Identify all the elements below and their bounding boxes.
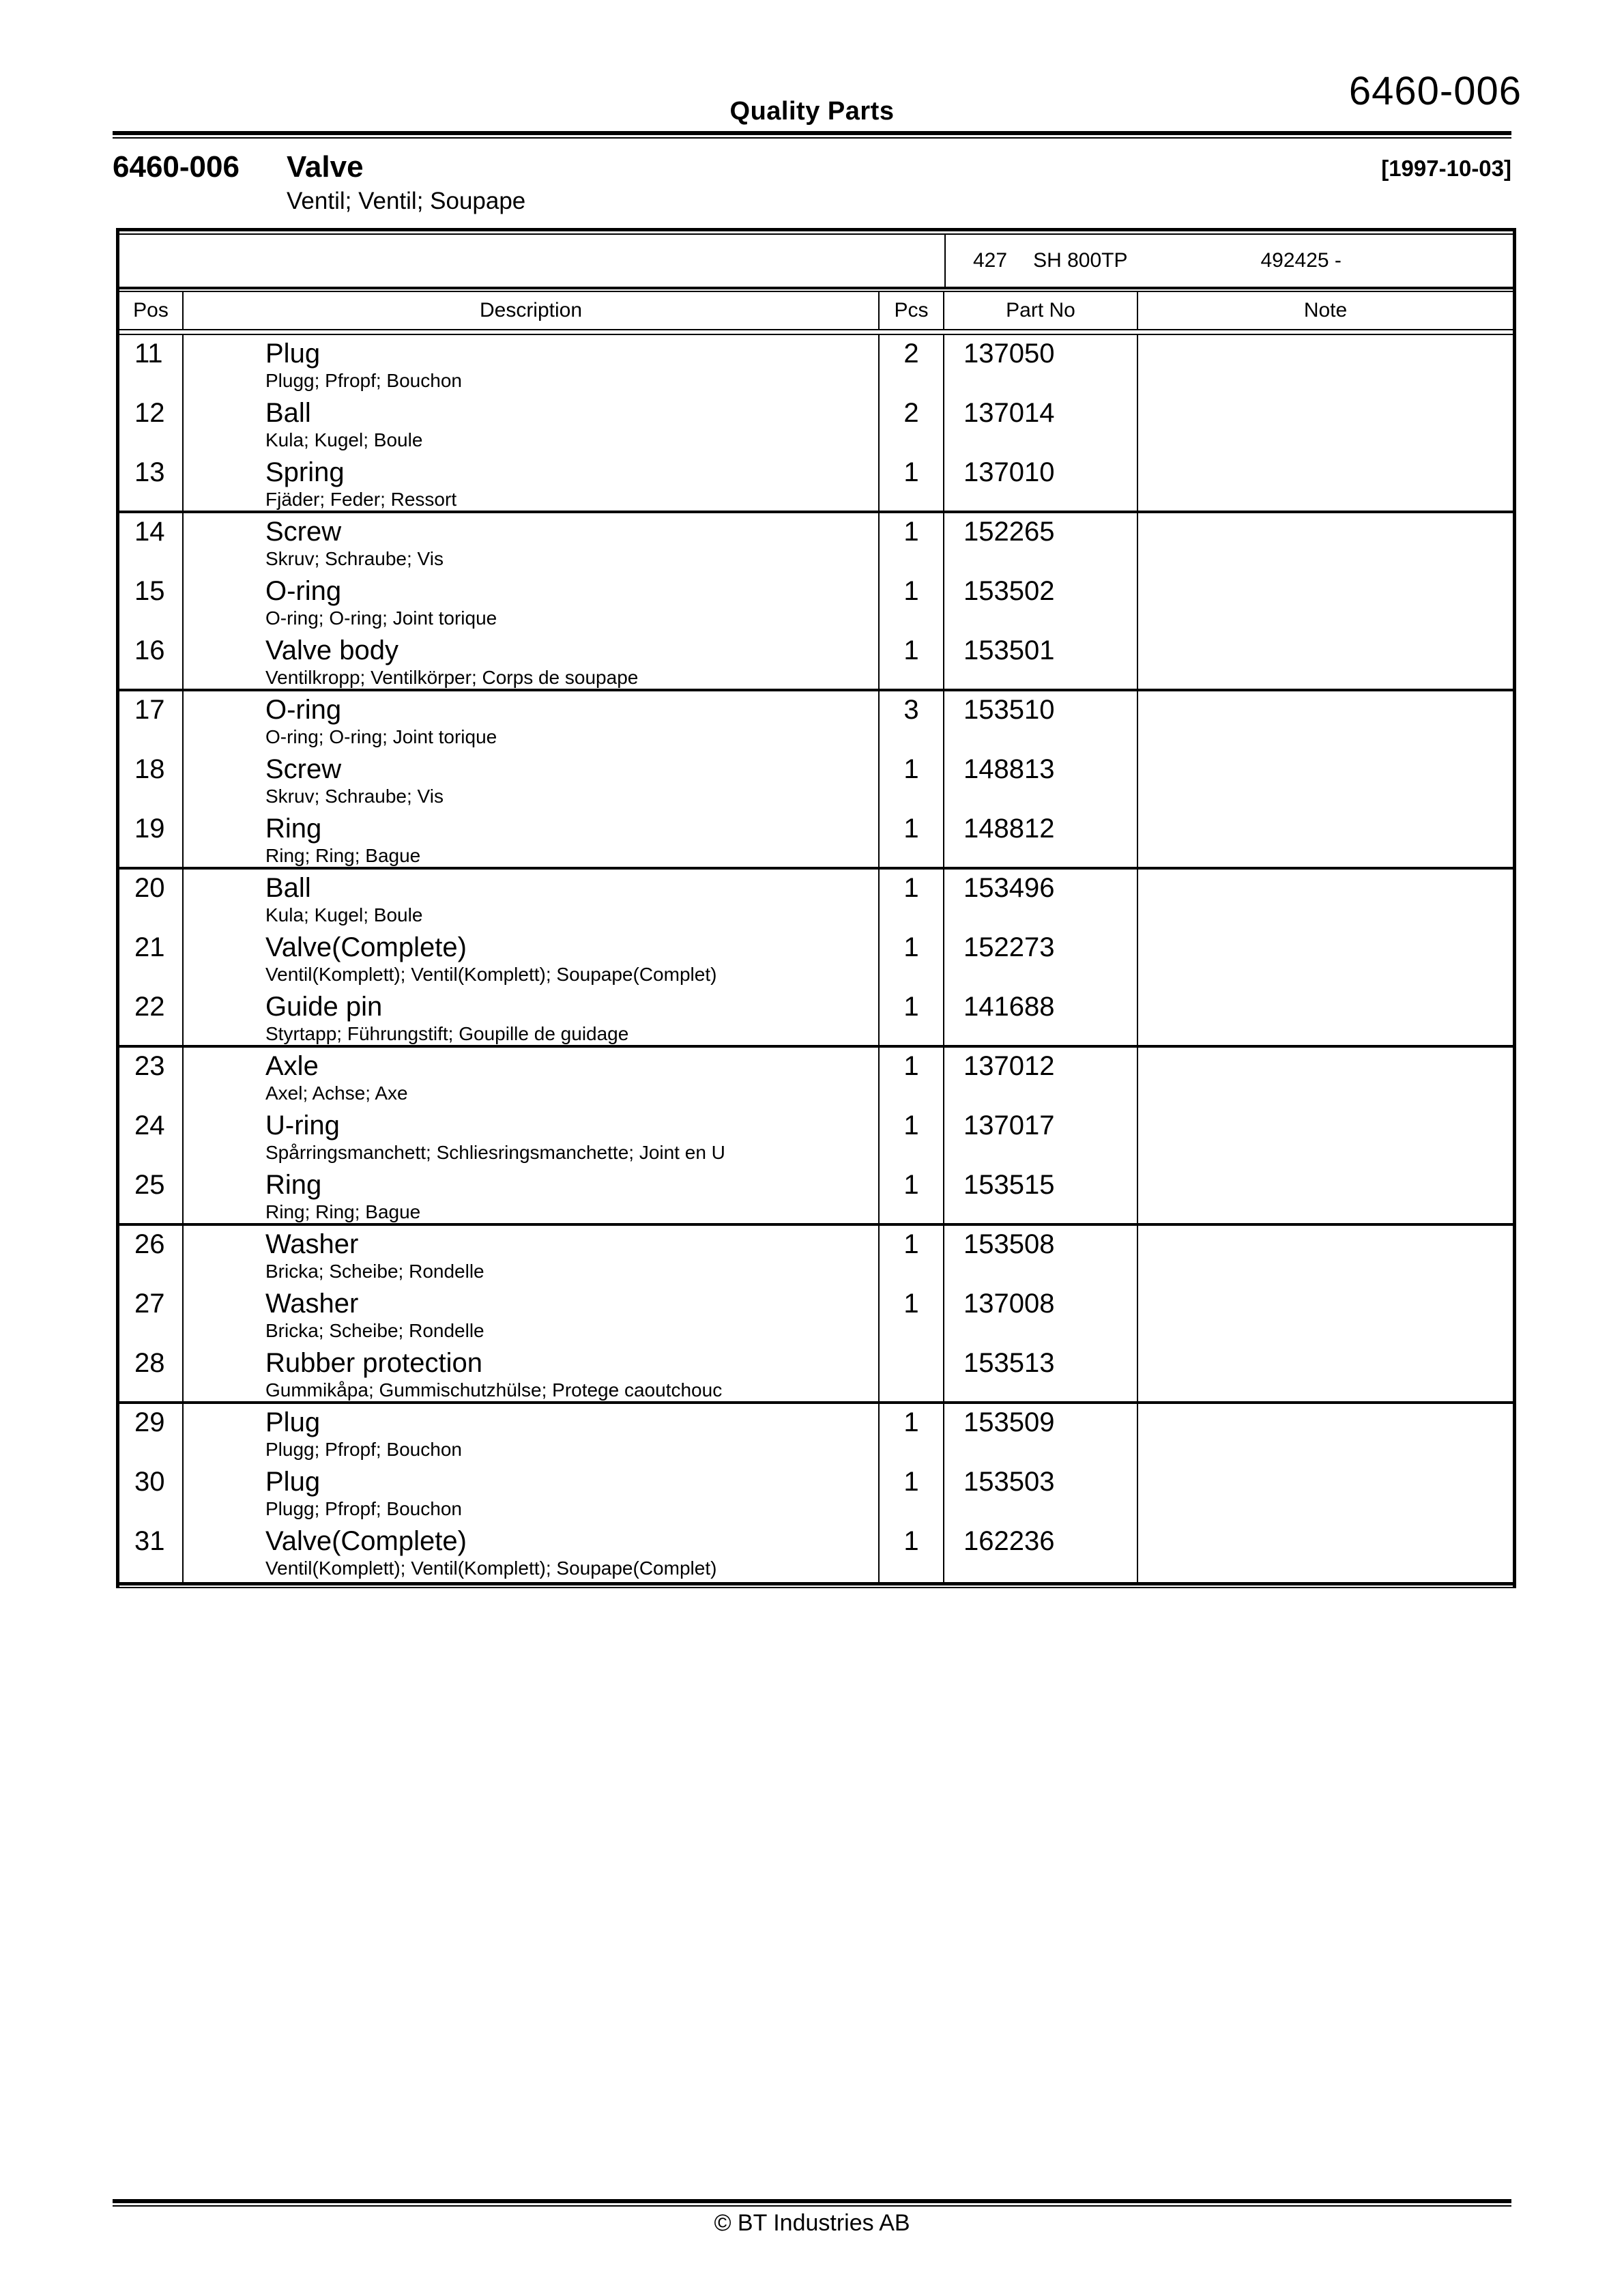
table-row — [119, 929, 1513, 988]
row-pcs: 2 — [878, 394, 943, 454]
row-part-no: 152265 — [943, 513, 1137, 573]
row-note — [1137, 929, 1513, 988]
document-number: 6460-006 — [1348, 69, 1522, 113]
row-description — [182, 1107, 878, 1166]
table-row — [119, 1285, 1513, 1345]
row-description-main: O-ring — [265, 576, 342, 606]
row-description-translations: Styrtapp; Führungstift; Goupille de guidage — [265, 1023, 629, 1044]
row-pos: 27 — [134, 1289, 165, 1319]
table-row — [119, 513, 1513, 573]
row-description-translations: Skruv; Schraube; Vis — [265, 548, 444, 569]
table-row — [119, 573, 1513, 632]
row-pcs: 1 — [878, 1523, 943, 1582]
row-description — [182, 335, 878, 394]
row-description-translations: O-ring; O-ring; Joint torique — [265, 726, 497, 747]
row-description-translations: Plugg; Pfropf; Bouchon — [265, 1439, 462, 1460]
column-header-pcs: Pcs — [878, 292, 943, 329]
row-note — [1137, 454, 1513, 511]
row-description-main: Axle — [265, 1051, 319, 1081]
row-description — [182, 1285, 878, 1345]
row-description-translations: Bricka; Scheibe; Rondelle — [265, 1261, 484, 1282]
page-title: Valve — [287, 150, 364, 184]
row-description-translations: Bricka; Scheibe; Rondelle — [265, 1320, 484, 1341]
row-pcs: 1 — [878, 810, 943, 867]
row-description — [182, 1048, 878, 1107]
row-part-no: 153513 — [943, 1345, 1137, 1401]
row-note — [1137, 1345, 1513, 1401]
table-row — [119, 1226, 1513, 1285]
table-row — [119, 1166, 1513, 1226]
table-row — [119, 454, 1513, 513]
row-pos: 24 — [134, 1110, 165, 1140]
row-pcs: 1 — [878, 1404, 943, 1463]
row-description-main: Washer — [265, 1229, 359, 1259]
row-pcs: 1 — [878, 573, 943, 632]
row-description-main: Ball — [265, 873, 311, 903]
row-description-main: Rubber protection — [265, 1348, 482, 1378]
row-note — [1137, 1107, 1513, 1166]
row-description-main: Ring — [265, 1170, 322, 1200]
row-description-translations: Gummikåpa; Gummischutzhülse; Protege caoutchouc — [265, 1379, 723, 1401]
row-note — [1137, 1463, 1513, 1523]
row-note — [1137, 870, 1513, 929]
row-note — [1137, 988, 1513, 1045]
row-description-translations: Plugg; Pfropf; Bouchon — [265, 1498, 462, 1519]
table-column-headers — [119, 292, 1513, 329]
table-separator — [119, 287, 1513, 292]
row-part-no: 153509 — [943, 1404, 1137, 1463]
row-note — [1137, 573, 1513, 632]
row-part-no: 153503 — [943, 1463, 1137, 1523]
row-part-no: 153508 — [943, 1226, 1137, 1285]
row-note — [1137, 394, 1513, 454]
row-part-no: 153501 — [943, 632, 1137, 689]
row-description — [182, 691, 878, 751]
row-part-no: 137014 — [943, 394, 1137, 454]
row-pos: 28 — [134, 1348, 165, 1378]
row-description-main: O-ring — [265, 695, 342, 725]
row-part-no: 137008 — [943, 1285, 1137, 1345]
row-pos: 11 — [134, 339, 163, 369]
row-pos: 29 — [134, 1407, 165, 1437]
row-pcs: 1 — [878, 1048, 943, 1107]
row-description-translations: Spårringsmanchett; Schliesringsmanchette; Joint en U — [265, 1142, 725, 1163]
row-description-translations: Ventil(Komplett); Ventil(Komplett); Soupape(Complet) — [265, 1558, 717, 1579]
row-description-main: Plug — [265, 339, 321, 369]
row-description-main: Valve(Complete) — [265, 1526, 467, 1556]
row-pcs: 2 — [878, 335, 943, 394]
row-description-translations: Kula; Kugel; Boule — [265, 429, 423, 450]
row-description — [182, 870, 878, 929]
table-row — [119, 1523, 1513, 1582]
row-description — [182, 1345, 878, 1401]
column-header-part-no: Part No — [943, 292, 1137, 329]
row-pcs: 1 — [878, 454, 943, 511]
row-part-no: 153496 — [943, 870, 1137, 929]
row-description — [182, 929, 878, 988]
row-description — [182, 454, 878, 511]
row-pcs: 1 — [878, 1107, 943, 1166]
row-description — [182, 573, 878, 632]
table-row — [119, 1345, 1513, 1404]
row-description-main: Valve(Complete) — [265, 932, 467, 962]
row-pcs: 1 — [878, 632, 943, 689]
row-description-main: Guide pin — [265, 992, 383, 1022]
row-part-no: 137050 — [943, 335, 1137, 394]
row-description — [182, 1166, 878, 1223]
table-row — [119, 988, 1513, 1048]
row-part-no: 152273 — [943, 929, 1137, 988]
row-pos: 31 — [134, 1526, 165, 1556]
row-description — [182, 1463, 878, 1523]
row-part-no: 153515 — [943, 1166, 1137, 1223]
column-header-description: Description — [182, 292, 878, 329]
table-row — [119, 751, 1513, 810]
row-note — [1137, 1226, 1513, 1285]
row-description — [182, 394, 878, 454]
table-body — [119, 335, 1513, 1582]
row-description-translations: Ventilkropp; Ventilkörper; Corps de soupape — [265, 667, 639, 688]
title-line — [0, 150, 1624, 184]
table-row — [119, 632, 1513, 691]
table-row — [119, 1404, 1513, 1463]
row-pcs: 1 — [878, 1166, 943, 1223]
row-description — [182, 751, 878, 810]
row-part-no: 141688 — [943, 988, 1137, 1045]
column-header-pos: Pos — [133, 299, 169, 321]
row-description-main: Screw — [265, 754, 342, 784]
model-header-cell — [944, 235, 1513, 287]
row-pos: 13 — [134, 457, 165, 487]
table-top-border — [119, 228, 1513, 235]
row-note — [1137, 810, 1513, 867]
row-pcs: 1 — [878, 929, 943, 988]
row-pos: 30 — [134, 1467, 165, 1497]
row-note — [1137, 1166, 1513, 1223]
row-note — [1137, 1404, 1513, 1463]
model-name: SH 800TP — [1033, 249, 1128, 272]
row-part-no: 153510 — [943, 691, 1137, 751]
table-row — [119, 810, 1513, 870]
row-part-no: 162236 — [943, 1523, 1137, 1582]
row-description-main: Screw — [265, 517, 342, 547]
row-pcs: 1 — [878, 751, 943, 810]
row-note — [1137, 632, 1513, 689]
row-description — [182, 1523, 878, 1582]
revision-date: [1997-10-03] — [1381, 156, 1511, 181]
table-row — [119, 691, 1513, 751]
row-note — [1137, 691, 1513, 751]
row-description-translations: Ring; Ring; Bague — [265, 845, 421, 866]
row-pos: 19 — [134, 814, 165, 844]
row-description — [182, 1226, 878, 1285]
row-part-no: 137010 — [943, 454, 1137, 511]
page-header-title: Quality Parts — [729, 97, 895, 126]
row-pos: 16 — [134, 635, 165, 665]
footer-copyright: © BT Industries AB — [714, 2210, 910, 2236]
table-row — [119, 1048, 1513, 1107]
table-row — [119, 1463, 1513, 1523]
row-pcs: 3 — [878, 691, 943, 751]
row-pos: 20 — [134, 873, 165, 903]
table-bottom-border — [119, 1582, 1513, 1588]
row-pos: 26 — [134, 1229, 165, 1259]
row-description-translations: Skruv; Schraube; Vis — [265, 786, 444, 807]
title-translations: Ventil; Ventil; Soupape — [287, 188, 526, 214]
row-description-main: Plug — [265, 1407, 321, 1437]
table-row — [119, 335, 1513, 394]
row-description-translations: Ventil(Komplett); Ventil(Komplett); Soupape(Complet) — [265, 964, 717, 985]
row-note — [1137, 1285, 1513, 1345]
row-part-no: 137017 — [943, 1107, 1137, 1166]
row-part-no: 137012 — [943, 1048, 1137, 1107]
row-description-main: Valve body — [265, 635, 398, 665]
table-row — [119, 394, 1513, 454]
row-pos: 21 — [134, 932, 165, 962]
row-part-no: 148812 — [943, 810, 1137, 867]
parts-table — [116, 228, 1516, 1588]
row-description — [182, 810, 878, 867]
serial-range: 492425 - — [1260, 249, 1342, 272]
row-pcs: 1 — [878, 1285, 943, 1345]
row-description-main: Washer — [265, 1289, 359, 1319]
row-pos: 25 — [134, 1170, 165, 1200]
model-header-empty-cell — [119, 235, 944, 287]
table-row — [119, 1107, 1513, 1166]
row-description-main: Spring — [265, 457, 345, 487]
row-pos: 15 — [134, 576, 165, 606]
row-pcs: 1 — [878, 1226, 943, 1285]
table-row — [119, 870, 1513, 929]
row-pos: 12 — [134, 398, 165, 428]
row-description — [182, 988, 878, 1045]
row-description — [182, 632, 878, 689]
row-description-main: Ball — [265, 398, 311, 428]
column-header-note: Note — [1137, 292, 1513, 329]
row-pos: 23 — [134, 1051, 165, 1081]
row-description-translations: Kula; Kugel; Boule — [265, 904, 423, 925]
row-part-no: 148813 — [943, 751, 1137, 810]
row-note — [1137, 1048, 1513, 1107]
row-pcs: 1 — [878, 988, 943, 1045]
row-description-translations: O-ring; O-ring; Joint torique — [265, 607, 497, 629]
row-pcs: 1 — [878, 513, 943, 573]
row-note — [1137, 1523, 1513, 1582]
row-pos: 14 — [134, 517, 165, 547]
row-pos: 18 — [134, 754, 165, 784]
row-pcs — [878, 1345, 943, 1401]
header-rule — [113, 131, 1511, 139]
title-code: 6460-006 — [113, 150, 240, 184]
row-description-translations: Ring; Ring; Bague — [265, 1201, 421, 1222]
row-pcs: 1 — [878, 870, 943, 929]
row-part-no: 153502 — [943, 573, 1137, 632]
footer-rule — [113, 2199, 1511, 2207]
row-description — [182, 1404, 878, 1463]
row-description-main: Plug — [265, 1467, 321, 1497]
row-pcs: 1 — [878, 1463, 943, 1523]
row-pos: 17 — [134, 695, 165, 725]
row-description-main: U-ring — [265, 1110, 340, 1140]
row-note — [1137, 513, 1513, 573]
row-description-translations: Plugg; Pfropf; Bouchon — [265, 370, 462, 391]
row-note — [1137, 335, 1513, 394]
row-pos: 22 — [134, 992, 165, 1022]
row-description — [182, 513, 878, 573]
row-description-translations: Fjäder; Feder; Ressort — [265, 489, 457, 510]
row-description-translations: Axel; Achse; Axe — [265, 1082, 408, 1104]
row-note — [1137, 751, 1513, 810]
model-header-row — [119, 235, 1513, 287]
row-description-main: Ring — [265, 814, 322, 844]
table-separator — [119, 329, 1513, 335]
model-code: 427 — [973, 249, 1008, 272]
